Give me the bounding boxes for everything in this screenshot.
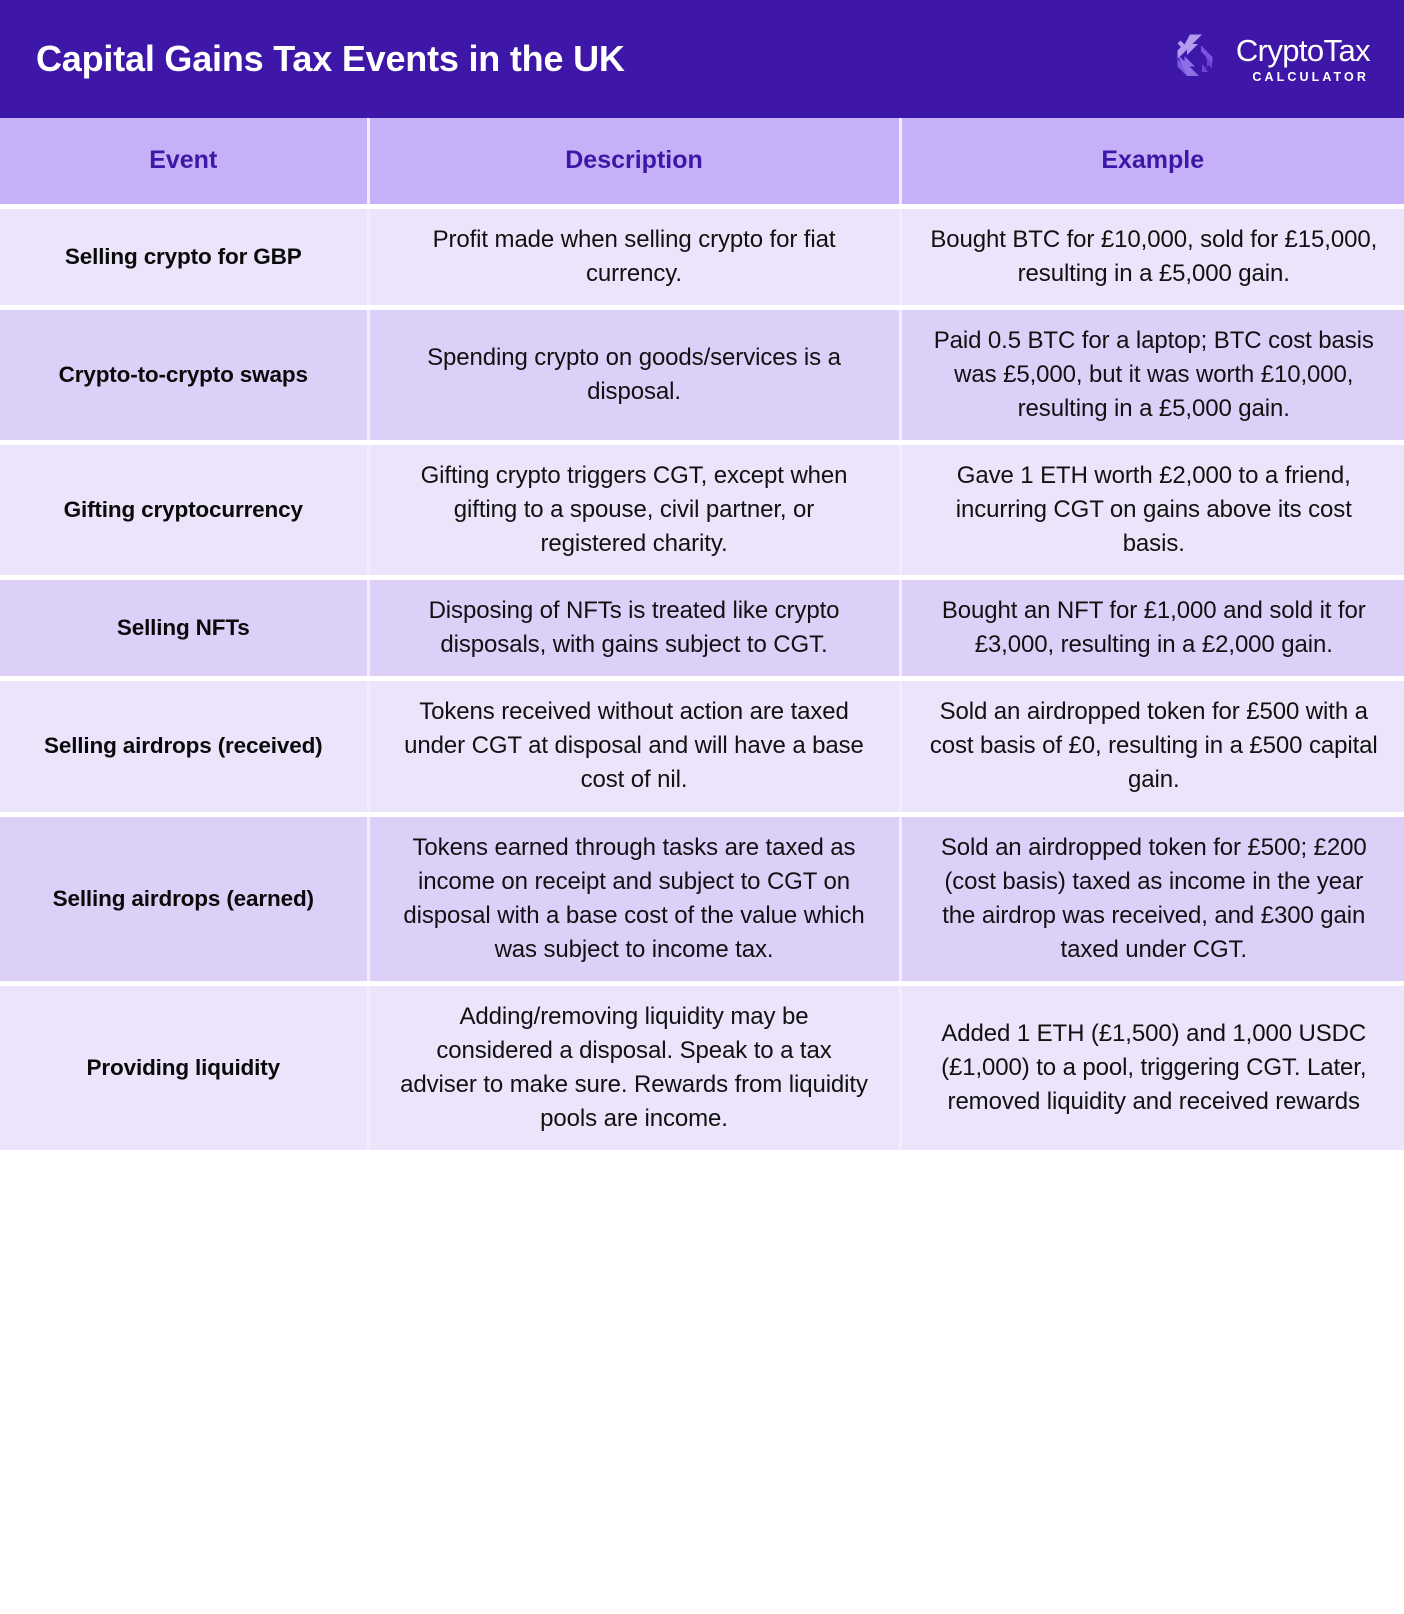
- column-header-event: Event: [0, 118, 368, 206]
- column-header-example: Example: [900, 118, 1404, 206]
- table-header-row: [0, 118, 1404, 206]
- cell-event: Crypto-to-crypto swaps: [0, 307, 368, 442]
- cell-example: Added 1 ETH (£1,500) and 1,000 USDC (£1,000) to a pool, triggering CGT. Later, removed liquidity and received rewards: [900, 983, 1404, 1152]
- table-row: [0, 442, 1404, 577]
- cell-event: Selling NFTs: [0, 578, 368, 679]
- cell-description: Adding/removing liquidity may be considered a disposal. Speak to a tax adviser to make sure. Rewards from liquidity pools are income.: [368, 983, 900, 1152]
- cell-example: Bought an NFT for £1,000 and sold it for £3,000, resulting in a £2,000 gain.: [900, 578, 1404, 679]
- cell-example: Bought BTC for £10,000, sold for £15,000, resulting in a £5,000 gain.: [900, 206, 1404, 307]
- column-header-description: Description: [368, 118, 900, 206]
- table-row: [0, 578, 1404, 679]
- table-row: [0, 307, 1404, 442]
- cell-event: Gifting cryptocurrency: [0, 442, 368, 577]
- capital-gains-events-table: [0, 118, 1404, 1155]
- cell-event: Selling airdrops (received): [0, 679, 368, 814]
- cell-event: Selling airdrops (earned): [0, 814, 368, 983]
- cell-example: Sold an airdropped token for £500; £200 (cost basis) taxed as income in the year the airdrop was received, and £300 gain taxed under CGT.: [900, 814, 1404, 983]
- cell-example: Gave 1 ETH worth £2,000 to a friend, incurring CGT on gains above its cost basis.: [900, 442, 1404, 577]
- brand-name: CryptoTax: [1235, 32, 1370, 68]
- cell-description: Disposing of NFTs is treated like crypto disposals, with gains subject to CGT.: [368, 578, 900, 679]
- cell-event: Providing liquidity: [0, 983, 368, 1152]
- cell-event: Selling crypto for GBP: [0, 206, 368, 307]
- table-row: [0, 679, 1404, 814]
- cell-example: Sold an airdropped token for £500 with a cost basis of £0, resulting in a £500 capital gain.: [900, 679, 1404, 814]
- table-row: [0, 206, 1404, 307]
- cell-description: Gifting crypto triggers CGT, except when gifting to a spouse, civil partner, or registered charity.: [368, 442, 900, 577]
- brand-wordmark: [1235, 32, 1370, 84]
- cell-description: Tokens received without action are taxed under CGT at disposal and will have a base cost of nil.: [368, 679, 900, 814]
- table-header: [0, 118, 1404, 206]
- cell-description: Spending crypto on goods/services is a disposal.: [368, 307, 900, 442]
- table-body: [0, 206, 1404, 1153]
- brand-logo: [1168, 33, 1370, 85]
- cell-description: Profit made when selling crypto for fiat currency.: [368, 206, 900, 307]
- cell-example: Paid 0.5 BTC for a laptop; BTC cost basis was £5,000, but it was worth £10,000, resulting in a £5,000 gain.: [900, 307, 1404, 442]
- brand-subtitle: CALCULATOR: [1252, 69, 1369, 84]
- table-row: [0, 983, 1404, 1152]
- cell-description: Tokens earned through tasks are taxed as income on receipt and subject to CGT on disposal with a base cost of the value which was subject to income tax.: [368, 814, 900, 983]
- table-row: [0, 814, 1404, 983]
- page-title: Capital Gains Tax Events in the UK: [36, 38, 625, 80]
- cryptotaxcalculator-logo-icon: [1168, 33, 1224, 85]
- page-header: [0, 0, 1404, 118]
